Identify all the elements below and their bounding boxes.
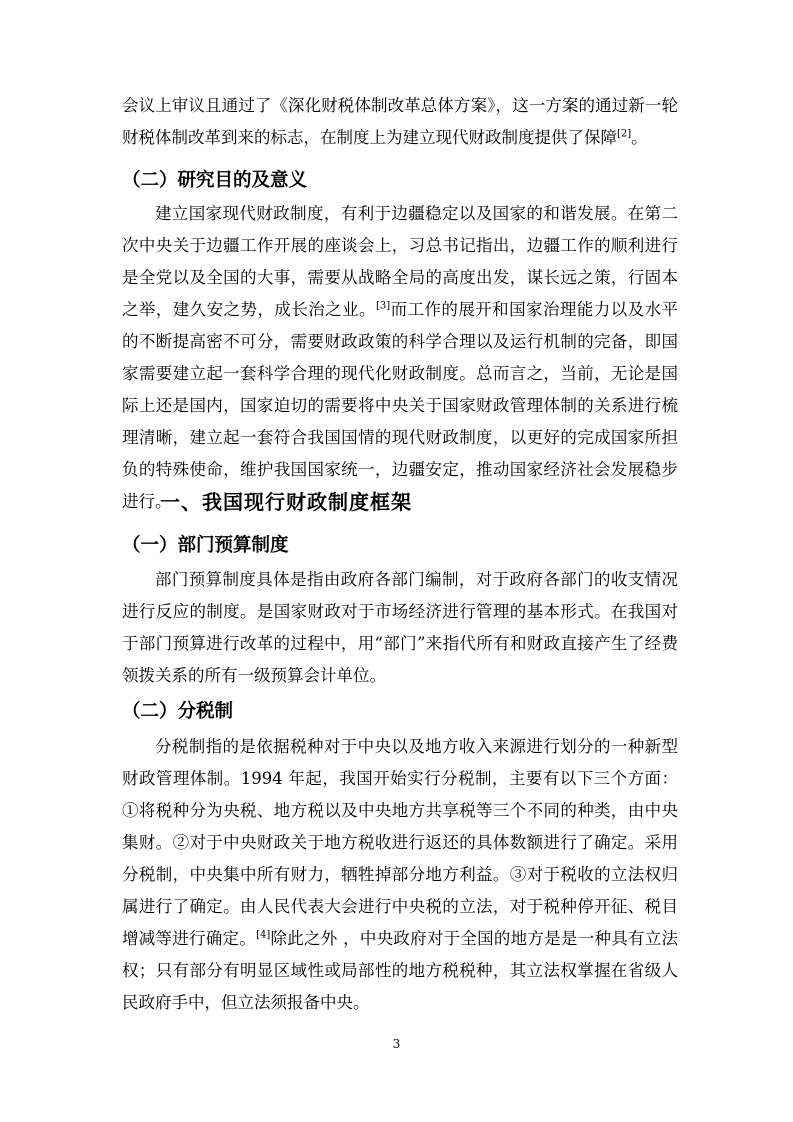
citation-ref: [4] (256, 929, 271, 941)
paragraph-text: 会议上审议且通过了《深化财税体制改革总体方案》，这一方案的通过新一轮财税体制改革到来的标志，在制度上为建立现代财政制度提供了保障 (122, 96, 678, 147)
chapter-heading: 一、我国现行财政制度框架 (160, 490, 412, 514)
paragraph-text: 而工作的展开和国家治理能力以及水平的不断提高密不可分，需要财政政策的科学合理以及运行机制的完备，即国家需要建立起一套科学合理的现代化财政制度。总而言之，当前，无论是国际上还是国内，国家迫切的需要将中央关于国家财政管理体制的关系进行梳理清晰，建立起一套符合我国国情的现代财政制度，以更好的完成国家所担负的特殊使命，维护我国国家统一，边疆安定，推动国家经济社会发展稳步进行。 (122, 300, 679, 511)
paragraph-text: 除此之外 ，中央政府对于全国的地方是是一种具有立法权；只有部分有明显区域性或局部性的地方税税种，其立法权掌握在省级人民政府手中，但立法须报备中央。 (122, 929, 679, 1012)
paragraph-purpose (122, 198, 678, 518)
paragraph-intro (122, 90, 678, 154)
paragraph-dept-budget: 部门预算制度具体是指由政府各部门编制，对于政府各部门的收支情况进行反应的制度。是国家财政对于市场经济进行管理的基本形式。在我国对于部门预算进行改革的过程中，用“部门”来指代所有和财政直接产生了经费领拨关系的所有一级预算会计单位。 (122, 570, 678, 685)
section-heading-tax-sharing: （二）分税制 (122, 701, 234, 722)
page-number: 3 (392, 1037, 401, 1051)
paragraph-tax-sharing (122, 731, 678, 1019)
paragraph-text: 建立国家现代财政制度，有利于边疆稳定以及国家的和谐发展。在第二次中央关于边疆工作开展的座谈会上，习总书记指出，边疆工作的顺利进行是全党以及全国的大事，需要从战略全局的高度出发，谋长远之策，行固本之举，建久安之势，成长治之业。 (122, 204, 678, 319)
paragraph-text: 。 (631, 128, 648, 147)
section-heading-purpose: （二）研究目的及意义 (122, 170, 308, 191)
citation-ref: [2] (617, 128, 632, 140)
citation-ref: [3] (375, 300, 391, 312)
paragraph-text: 分税制指的是依据税种对于中央以及地方收入来源进行划分的一种新型财政管理体制。1994 年起，我国开始实行分税制，主要有以下三个方面：①将税种分为央税、地方税以及中央地方共享税等三个不同的种类，由中央集财。②对于中央财政关于地方税收进行返还的具体数额进行了确定。采用分税制，中央集中所有财力，牺牲掉部分地方利益。③对于税收的立法权归属进行了确定。由人民代表大会进行中央税的立法，对于税种停开征、税目增减等进行确定。 (122, 737, 678, 948)
section-heading-dept-budget: （一）部门预算制度 (122, 535, 289, 556)
